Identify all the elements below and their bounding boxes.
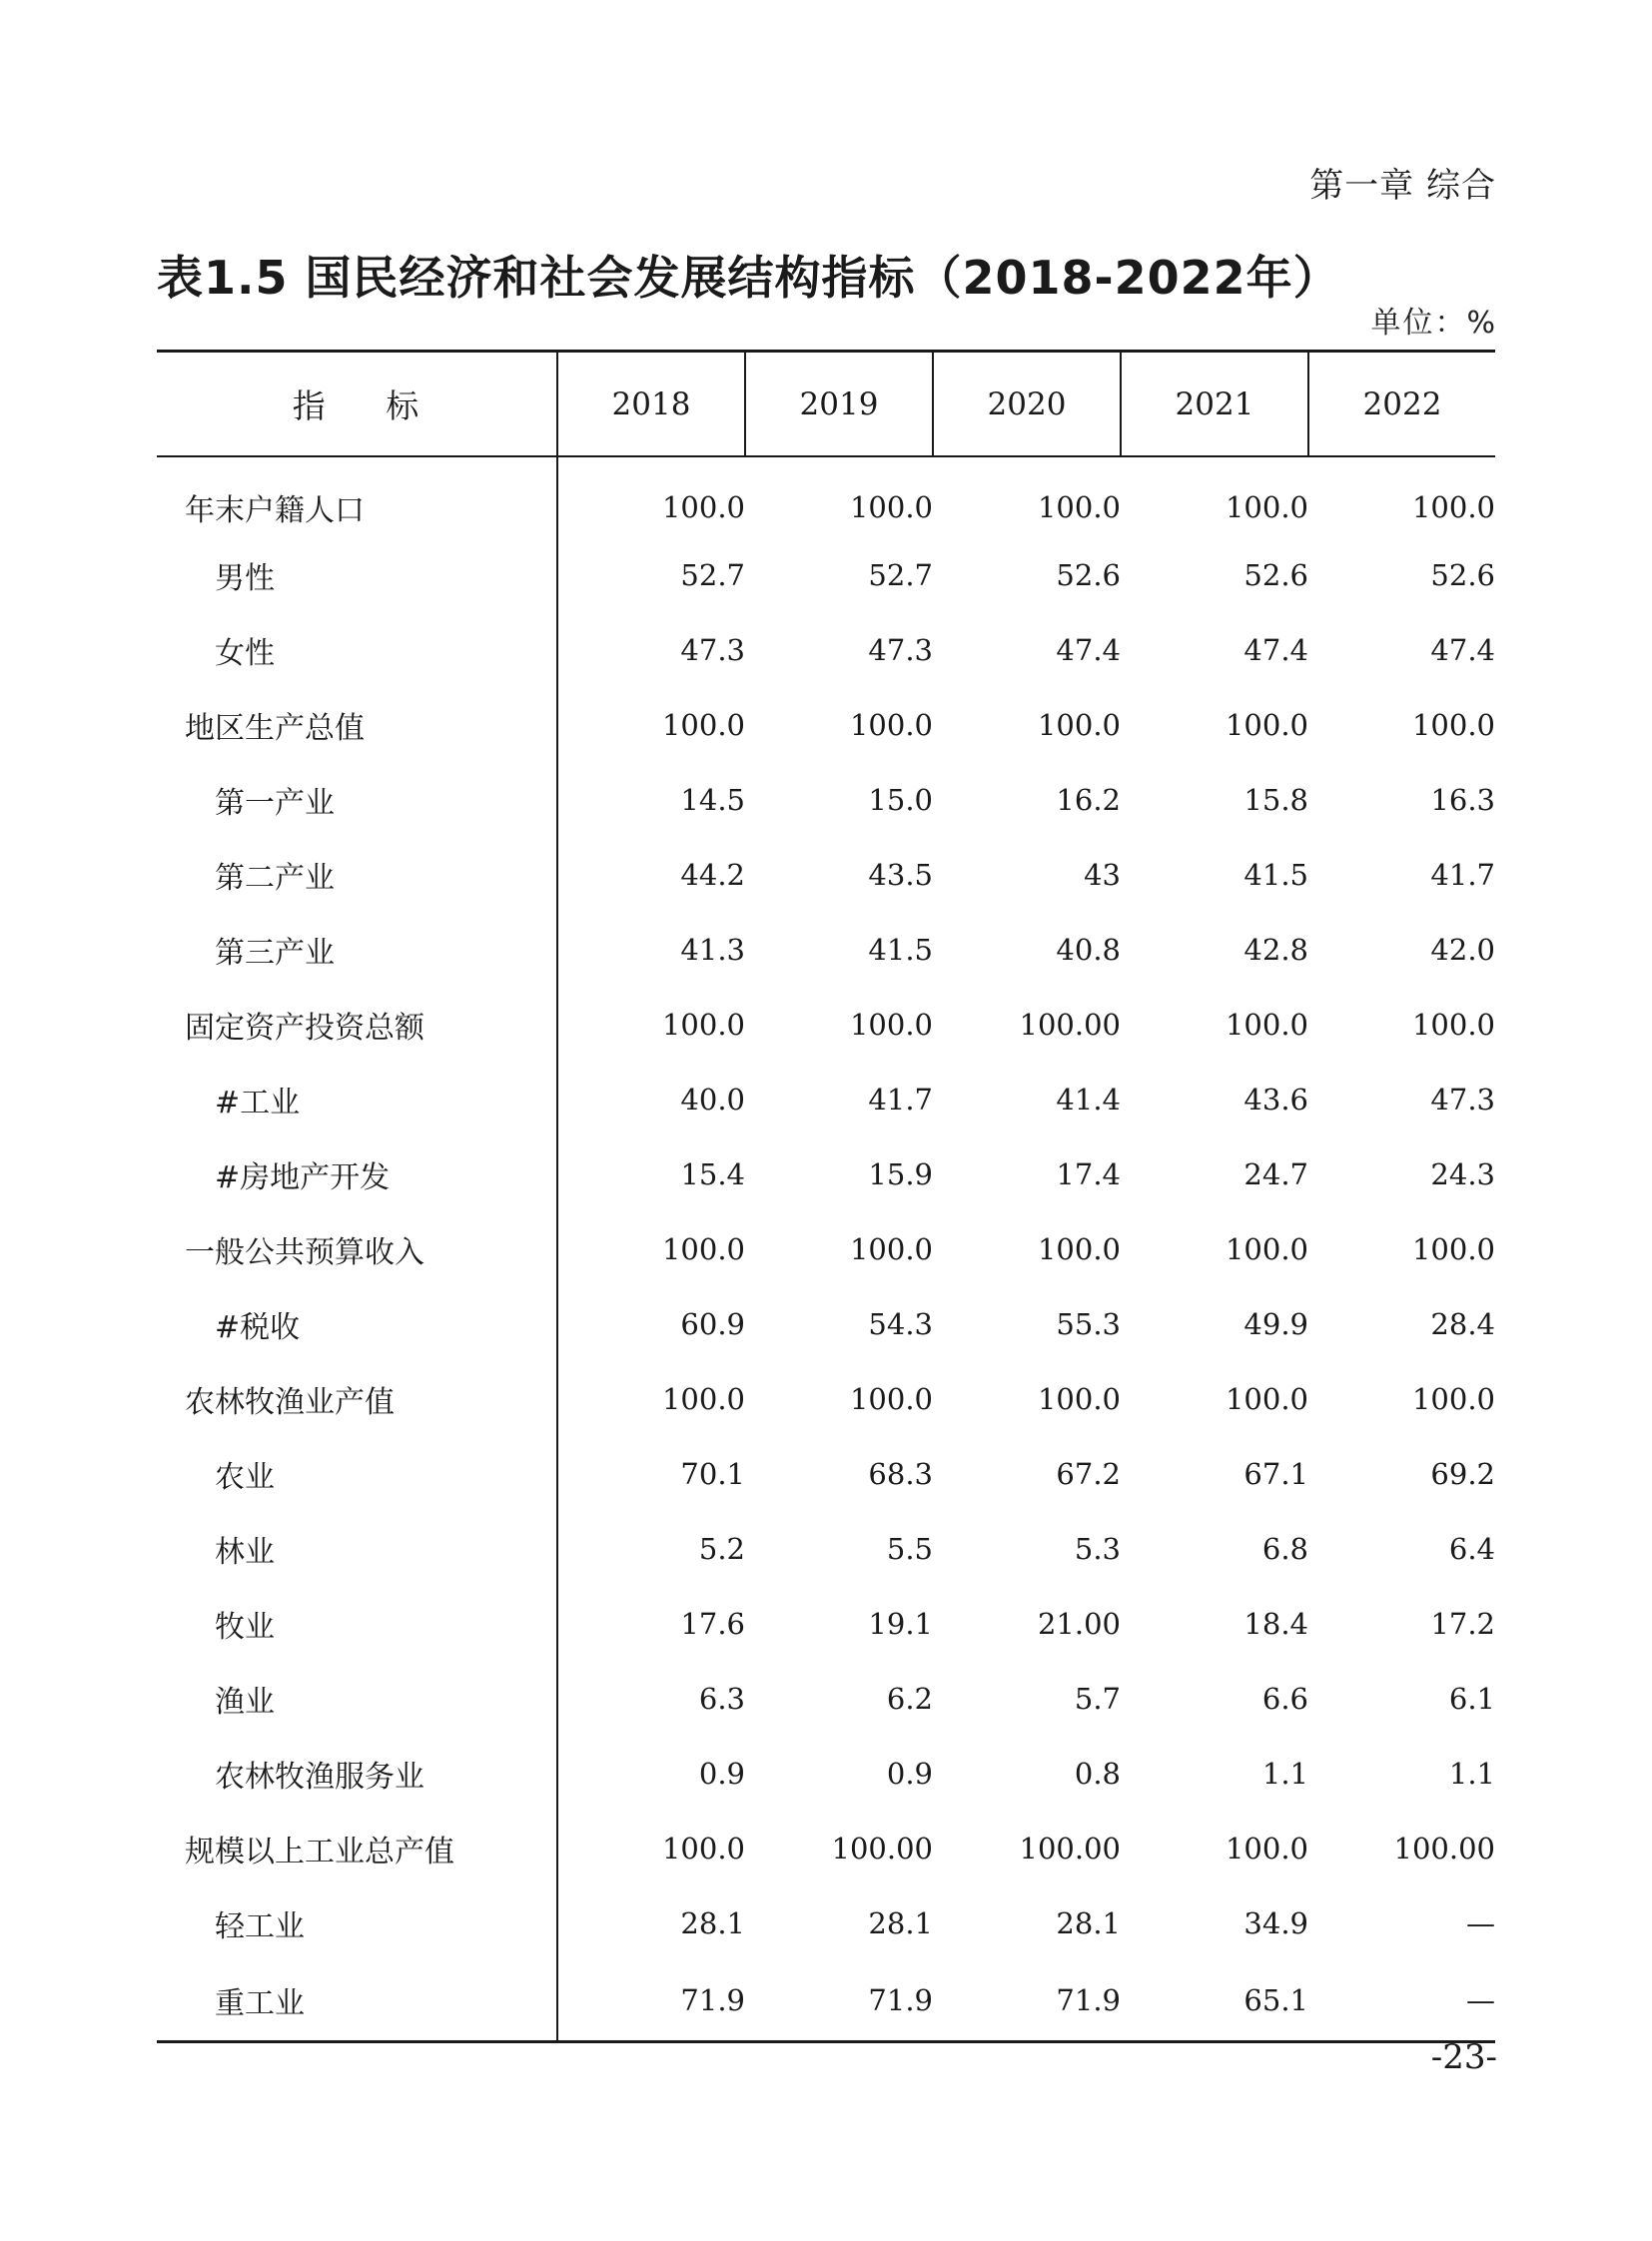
value-cell: 100.0 bbox=[1037, 707, 1121, 742]
row-label: 牧业 bbox=[157, 1586, 557, 1661]
value-cell: 52.6 bbox=[1243, 557, 1308, 592]
row-label: 规模以上工业总产值 bbox=[157, 1811, 557, 1885]
value-cell: 41.4 bbox=[1056, 1082, 1121, 1117]
value-cell: 100.0 bbox=[661, 1381, 745, 1416]
row-label: 第一产业 bbox=[157, 762, 557, 837]
value-cell: 67.1 bbox=[1243, 1456, 1308, 1491]
value-cell: 28.1 bbox=[868, 1905, 933, 1940]
value-cell: 100.0 bbox=[661, 1007, 745, 1042]
value-cell: 44.2 bbox=[680, 857, 745, 892]
table-row bbox=[157, 537, 1495, 612]
table-row bbox=[157, 912, 1495, 987]
value-cell: 52.7 bbox=[680, 557, 745, 592]
row-label: #房地产开发 bbox=[157, 1136, 557, 1211]
row-label: 第三产业 bbox=[157, 912, 557, 987]
structure-indicators-table bbox=[157, 350, 1495, 2043]
value-cell: 100.0 bbox=[849, 1007, 933, 1042]
column-header-year: 2020 bbox=[933, 352, 1121, 457]
value-cell: 100.0 bbox=[1411, 707, 1495, 742]
value-cell: 47.3 bbox=[1430, 1082, 1495, 1117]
table-row bbox=[157, 612, 1495, 687]
column-header-year: 2022 bbox=[1308, 352, 1495, 457]
value-cell: 71.9 bbox=[557, 1960, 745, 2042]
value-cell: 100.0 bbox=[1411, 1007, 1495, 1042]
value-cell: 100.0 bbox=[849, 1381, 933, 1416]
value-cell: 6.4 bbox=[1448, 1531, 1495, 1566]
value-cell: 5.7 bbox=[1074, 1681, 1121, 1716]
table-title: 表1.5 国民经济和社会发展结构指标（2018-2022年） bbox=[157, 251, 1340, 305]
value-cell: 41.7 bbox=[1430, 857, 1495, 892]
value-cell: 6.2 bbox=[886, 1681, 933, 1716]
value-cell: 41.5 bbox=[1243, 857, 1308, 892]
value-cell: 43.5 bbox=[868, 857, 933, 892]
table-row bbox=[157, 1136, 1495, 1211]
value-cell: 54.3 bbox=[868, 1306, 933, 1341]
value-cell: 52.6 bbox=[1056, 557, 1121, 592]
chapter-header: 第一章 综合 bbox=[1309, 166, 1496, 206]
value-cell: 15.0 bbox=[868, 782, 933, 817]
row-label: 男性 bbox=[157, 537, 557, 612]
table-row bbox=[157, 1586, 1495, 1661]
value-cell: 100.0 bbox=[1037, 1231, 1121, 1266]
value-cell: 41.3 bbox=[680, 932, 745, 967]
table-body bbox=[157, 456, 1495, 2042]
value-cell: 100.0 bbox=[1037, 1381, 1121, 1416]
value-cell: 0.9 bbox=[698, 1756, 745, 1791]
row-label: #工业 bbox=[157, 1062, 557, 1136]
value-cell: 100.0 bbox=[661, 1831, 745, 1866]
table-row bbox=[157, 837, 1495, 912]
value-cell: 5.5 bbox=[886, 1531, 933, 1566]
value-cell: 68.3 bbox=[868, 1456, 933, 1491]
value-cell: 100.0 bbox=[1225, 490, 1308, 524]
value-cell: 24.3 bbox=[1430, 1156, 1495, 1191]
value-cell: 34.9 bbox=[1243, 1905, 1308, 1940]
value-cell: 47.4 bbox=[1430, 632, 1495, 667]
value-cell: 71.9 bbox=[745, 1960, 933, 2042]
value-cell: 41.5 bbox=[868, 932, 933, 967]
column-header-year: 2021 bbox=[1121, 352, 1308, 457]
value-cell: 100.0 bbox=[849, 1231, 933, 1266]
table-row bbox=[157, 1062, 1495, 1136]
value-cell: 100.0 bbox=[661, 1231, 745, 1266]
value-cell: 43.6 bbox=[1243, 1082, 1308, 1117]
table-row bbox=[157, 687, 1495, 762]
header-row bbox=[157, 352, 1495, 457]
row-label: 地区生产总值 bbox=[157, 687, 557, 762]
value-cell: 42.0 bbox=[1430, 932, 1495, 967]
row-label: #税收 bbox=[157, 1286, 557, 1361]
value-cell: 5.2 bbox=[698, 1531, 745, 1566]
value-cell: 100.0 bbox=[661, 707, 745, 742]
column-header-year: 2019 bbox=[745, 352, 933, 457]
value-cell: 18.4 bbox=[1243, 1606, 1308, 1641]
value-cell: 47.4 bbox=[1056, 632, 1121, 667]
row-label: 重工业 bbox=[157, 1960, 557, 2042]
value-cell: 24.7 bbox=[1243, 1156, 1308, 1191]
value-cell: 100.00 bbox=[1393, 1831, 1495, 1866]
table-row bbox=[157, 1436, 1495, 1511]
value-cell: 42.8 bbox=[1243, 932, 1308, 967]
value-cell: 100.0 bbox=[1225, 1831, 1308, 1866]
value-cell: 47.3 bbox=[868, 632, 933, 667]
page-number: -23- bbox=[1430, 2037, 1497, 2077]
column-header-year: 2018 bbox=[557, 352, 745, 457]
value-cell: 14.5 bbox=[680, 782, 745, 817]
row-label: 轻工业 bbox=[157, 1885, 557, 1960]
value-cell: 100.00 bbox=[1019, 1831, 1121, 1866]
value-cell: 100.0 bbox=[849, 707, 933, 742]
value-cell: 100.0 bbox=[661, 490, 745, 524]
value-cell: 55.3 bbox=[1056, 1306, 1121, 1341]
value-cell: 1.1 bbox=[1261, 1756, 1308, 1791]
value-cell: 6.1 bbox=[1448, 1681, 1495, 1716]
value-cell: 1.1 bbox=[1448, 1756, 1495, 1791]
value-cell: 15.8 bbox=[1243, 782, 1308, 817]
value-cell: 100.0 bbox=[1411, 1381, 1495, 1416]
value-cell: 15.9 bbox=[868, 1156, 933, 1191]
value-cell: 60.9 bbox=[680, 1306, 745, 1341]
value-cell: 0.8 bbox=[1074, 1756, 1121, 1791]
row-label: 农林牧渔服务业 bbox=[157, 1736, 557, 1811]
value-cell: 28.1 bbox=[680, 1905, 745, 1940]
value-cell: 70.1 bbox=[680, 1456, 745, 1491]
value-cell: 47.4 bbox=[1243, 632, 1308, 667]
value-cell: 100.0 bbox=[849, 490, 933, 524]
value-cell: 16.2 bbox=[1056, 782, 1121, 817]
table-row bbox=[157, 1736, 1495, 1811]
value-cell: 47.3 bbox=[680, 632, 745, 667]
value-cell: 40.8 bbox=[1056, 932, 1121, 967]
value-cell: 100.0 bbox=[1411, 490, 1495, 524]
value-cell: 41.7 bbox=[868, 1082, 933, 1117]
row-label: 林业 bbox=[157, 1511, 557, 1586]
table-header bbox=[157, 352, 1495, 457]
row-label: 渔业 bbox=[157, 1661, 557, 1736]
table-row bbox=[157, 1286, 1495, 1361]
row-label: 一般公共预算收入 bbox=[157, 1211, 557, 1286]
unit-label: 单位：% bbox=[1370, 306, 1497, 341]
value-cell: 17.6 bbox=[680, 1606, 745, 1641]
value-cell: 71.9 bbox=[933, 1960, 1121, 2042]
value-cell: 17.2 bbox=[1430, 1606, 1495, 1641]
value-cell: 100.0 bbox=[1037, 490, 1121, 524]
value-cell: — bbox=[1308, 1960, 1495, 2042]
value-cell: 52.7 bbox=[868, 557, 933, 592]
table-row bbox=[157, 1960, 1495, 2042]
value-cell: 52.6 bbox=[1430, 557, 1495, 592]
value-cell: 100.0 bbox=[1411, 1231, 1495, 1266]
value-cell: — bbox=[1466, 1905, 1495, 1940]
value-cell: 100.00 bbox=[831, 1831, 933, 1866]
value-cell: 6.3 bbox=[698, 1681, 745, 1716]
value-cell: 28.1 bbox=[1056, 1905, 1121, 1940]
value-cell: 6.6 bbox=[1261, 1681, 1308, 1716]
value-cell: 100.0 bbox=[1225, 1231, 1308, 1266]
value-cell: 100.00 bbox=[1019, 1007, 1121, 1042]
value-cell: 0.9 bbox=[886, 1756, 933, 1791]
value-cell: 16.3 bbox=[1430, 782, 1495, 817]
row-label: 农业 bbox=[157, 1436, 557, 1511]
table-row bbox=[157, 456, 1495, 537]
column-header-indicator: 指 标 bbox=[157, 352, 557, 457]
value-cell: 6.8 bbox=[1261, 1531, 1308, 1566]
value-cell: 65.1 bbox=[1121, 1960, 1308, 2042]
value-cell: 5.3 bbox=[1074, 1531, 1121, 1566]
row-label: 固定资产投资总额 bbox=[157, 987, 557, 1062]
value-cell: 100.0 bbox=[1225, 1381, 1308, 1416]
table-row bbox=[157, 762, 1495, 837]
table-row bbox=[157, 1511, 1495, 1586]
row-label: 农林牧渔业产值 bbox=[157, 1361, 557, 1436]
table-row bbox=[157, 1211, 1495, 1286]
row-label: 第二产业 bbox=[157, 837, 557, 912]
value-cell: 49.9 bbox=[1243, 1306, 1308, 1341]
row-label: 年末户籍人口 bbox=[157, 456, 557, 537]
row-label: 女性 bbox=[157, 612, 557, 687]
value-cell: 69.2 bbox=[1430, 1456, 1495, 1491]
value-cell: 100.0 bbox=[1225, 1007, 1308, 1042]
table-row bbox=[157, 1885, 1495, 1960]
value-cell: 17.4 bbox=[1056, 1156, 1121, 1191]
value-cell: 100.0 bbox=[1225, 707, 1308, 742]
value-cell: 28.4 bbox=[1430, 1306, 1495, 1341]
table-row bbox=[157, 987, 1495, 1062]
value-cell: 67.2 bbox=[1056, 1456, 1121, 1491]
table-row bbox=[157, 1661, 1495, 1736]
value-cell: 15.4 bbox=[680, 1156, 745, 1191]
value-cell: 21.00 bbox=[1037, 1606, 1121, 1641]
value-cell: 43 bbox=[1084, 857, 1121, 892]
value-cell: 40.0 bbox=[680, 1082, 745, 1117]
table-row bbox=[157, 1811, 1495, 1885]
value-cell: 19.1 bbox=[868, 1606, 933, 1641]
table-row bbox=[157, 1361, 1495, 1436]
